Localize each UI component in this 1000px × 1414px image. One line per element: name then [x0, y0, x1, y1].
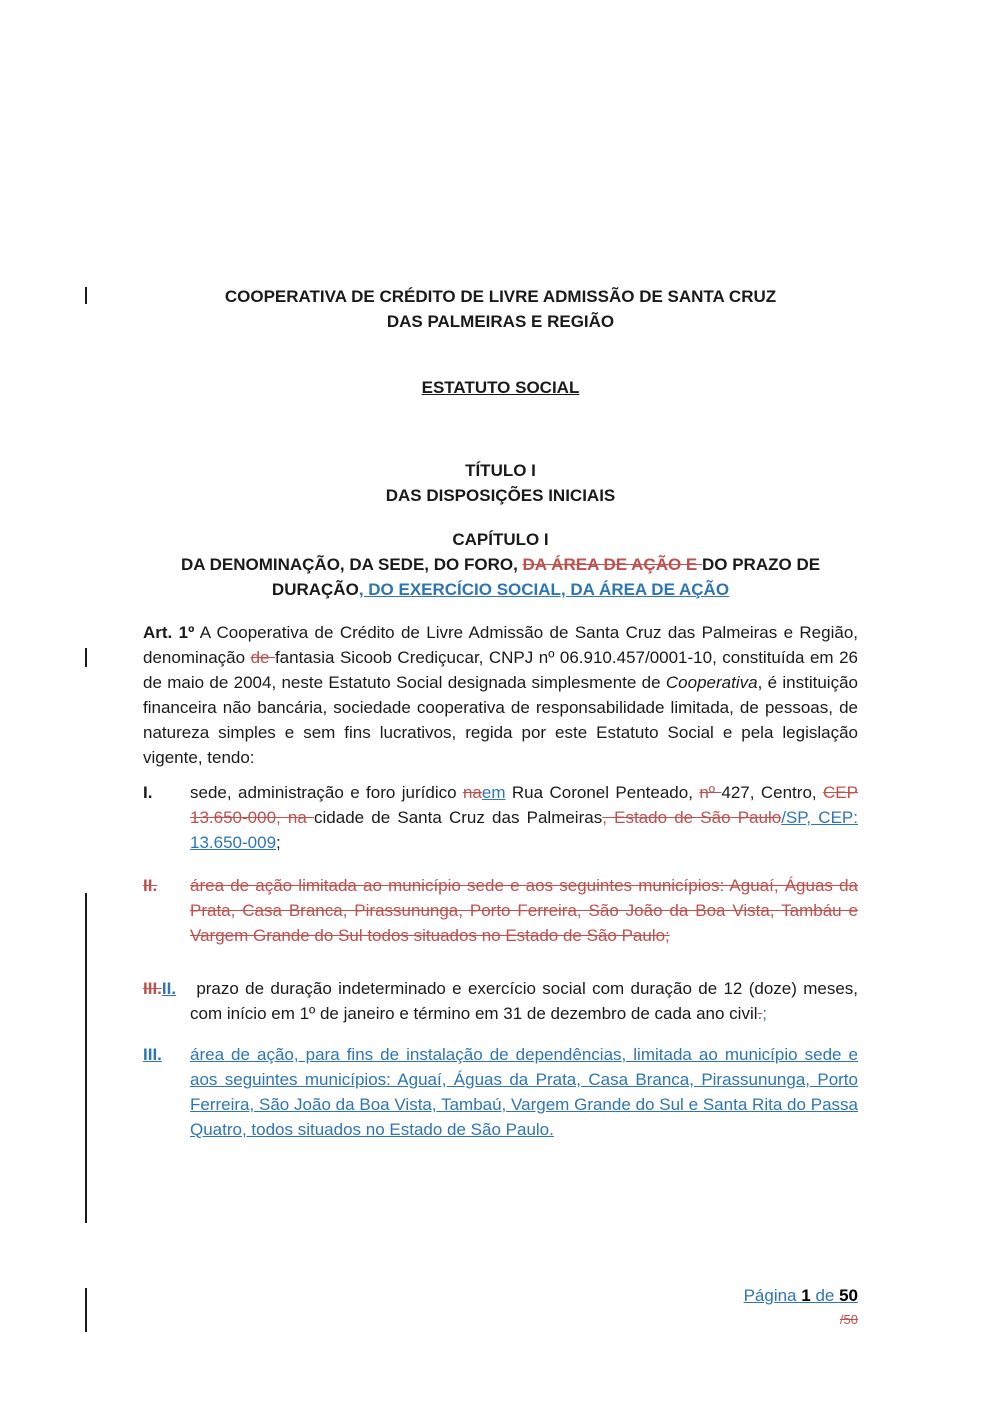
list-item-II-deleted	[143, 873, 858, 948]
document-title-line1: COOPERATIVA DE CRÉDITO DE LIVRE ADMISSÃO DE SANTA CRUZ	[224, 287, 777, 306]
page-footer	[744, 1284, 858, 1329]
page-number: Página 1 de 50	[743, 1286, 858, 1305]
document-title-line2: DAS PALMEIRAS E REGIÃO	[386, 312, 615, 331]
list-item-I	[143, 780, 858, 855]
list-item-marker: III.II.	[143, 979, 177, 998]
titulo-i-line2: DAS DISPOSIÇÕES INICIAIS	[385, 486, 616, 505]
list-item-marker: I.	[143, 783, 153, 802]
titulo-i-line1: TÍTULO I	[465, 461, 536, 480]
document-title	[143, 284, 858, 334]
list-item-text: prazo de duração indeterminado e exercício social com duração de 12 (doze) meses, com início em 1º de janeiro e término em 31 de dezembro de cada ano civil.;	[190, 979, 858, 1023]
capitulo-i-heading	[143, 527, 858, 602]
page-number-deleted: /50	[839, 1312, 858, 1327]
list-item-text: sede, administração e foro jurídico naem Rua Coronel Penteado, nº 427, Centro, CEP 13.650-000, na cidade de Santa Cruz das Palmeiras, Estado de São Paulo/SP, CEP: 13.650-009;	[190, 783, 858, 852]
list-item-III-inserted	[143, 1042, 858, 1142]
list-item-marker: II.	[143, 876, 158, 895]
list-item-text: área de ação limitada ao município sede e aos seguintes municípios: Aguaí, Águas da Prata, Casa Branca, Pirassununga, Porto Ferreira, São João da Boa Vista, Tambáu e Vargem Grande do Sul todos situados no Estado de São Paulo;	[190, 876, 858, 945]
capitulo-i-label: CAPÍTULO I	[452, 530, 549, 549]
change-bar	[85, 287, 87, 304]
list-item-III-to-II	[143, 976, 858, 1026]
titulo-i-heading	[143, 458, 858, 508]
change-bar	[85, 893, 87, 1223]
change-bar	[85, 1288, 87, 1332]
list-item-text: área de ação, para fins de instalação de dependências, limitada ao município sede e aos seguintes municípios: Aguaí, Águas da Prata, Casa Branca, Pirassununga, Porto Ferreira, São João da Boa Vista, Tambaú, Vargem Grande do Sul e Santa Rita do Passa Quatro, todos situados no Estado de São Paulo.	[190, 1045, 858, 1139]
change-bar	[85, 648, 87, 667]
subtitle-estatuto-social: ESTATUTO SOCIAL	[421, 378, 580, 397]
document-body	[143, 284, 858, 1142]
list-item-marker: III.	[143, 1045, 162, 1064]
article-1-paragraph: Art. 1º A Cooperativa de Crédito de Livre Admissão de Santa Cruz das Palmeiras e Região, denominação de fantasia Sicoob Crediçucar, CNPJ nº 06.910.457/0001-10, constituída em 26 de maio de 2004, neste Estatuto Social designada simplesmente de Cooperativa, é instituição financeira não bancária, sociedade cooperativa de responsabilidade limitada, de pessoas, de natureza simples e sem fins lucrativos, regida por este Estatuto Social e pela legislação vigente, tendo:	[143, 623, 858, 767]
capitulo-i-subheading: DA DENOMINAÇÃO, DA SEDE, DO FORO, DA ÁREA DE AÇÃO E DO PRAZO DE DURAÇÃO, DO EXERCÍCIO SOCIAL, DA ÁREA DE AÇÃO	[180, 555, 821, 599]
